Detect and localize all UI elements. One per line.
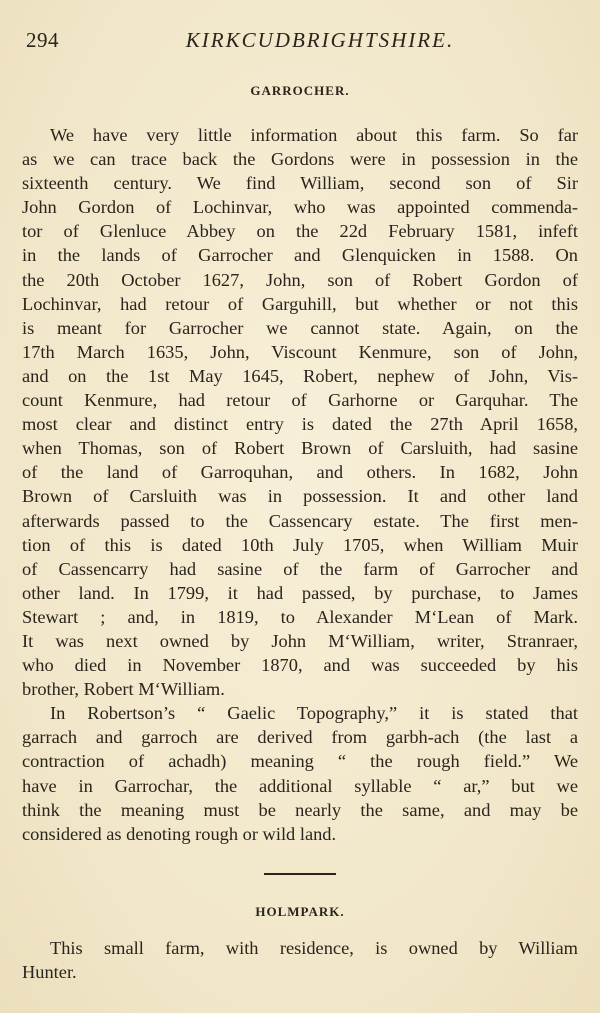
text-line: who died in November 1870, and was succeeded by his	[22, 655, 578, 676]
text-line: sixteenth century. We find William, second son of Sir	[22, 173, 578, 194]
text-line: other land. In 1799, it had passed, by purchase, to James	[22, 582, 578, 603]
text-line: We have very little information about this farm. So far	[50, 125, 578, 145]
text-line: garrach and garroch are derived from garbh-ach (the last a	[22, 727, 578, 748]
text-line: Brown of Carsluith was in possession. It and other land	[22, 486, 578, 507]
text-line: when Thomas, son of Robert Brown of Carsluith, had sasine	[22, 438, 578, 459]
text-line: of Cassencarry had sasine of the farm of Garrocher and	[22, 558, 578, 579]
page-header	[26, 28, 574, 58]
text-line: tor of Glenluce Abbey on the 22d February 1581, infeft	[22, 221, 578, 242]
text-line: have in Garrochar, the additional syllable “ ar,” but we	[22, 775, 578, 796]
text-line: in the lands of Garrocher and Glenquicken in 1588. On	[22, 245, 578, 266]
section-heading-holmpark: HOLMPARK.	[255, 904, 345, 919]
text-line: John Gordon of Lochinvar, who was appointed commenda-	[22, 197, 578, 218]
text-line: tion of this is dated 10th July 1705, when William Muir	[22, 534, 578, 555]
text-line: most clear and distinct entry is dated the 27th April 1658,	[22, 414, 578, 435]
text-line: think the meaning must be nearly the same, and may be	[22, 799, 578, 820]
section-body-garrocher	[22, 123, 578, 846]
text-line: of the land of Garroquhan, and others. In 1682, John	[22, 462, 578, 483]
text-line: considered as denoting rough or wild land.	[22, 823, 337, 844]
text-line: Stewart ; and, in 1819, to Alexander M‘Lean of Mark.	[22, 606, 578, 627]
text-line: count Kenmure, had retour of Garhorne or Garquhar. The	[22, 390, 578, 411]
text-line: the 20th October 1627, John, son of Robert Gordon of	[22, 269, 578, 290]
text-line: afterwards passed to the Cassencary estate. The first men-	[22, 510, 578, 531]
section-body-holmpark	[22, 936, 578, 984]
text-line: is meant for Garrocher we cannot state. Again, on the	[22, 317, 578, 338]
text-line: In Robertson’s “ Gaelic Topography,” it is stated that	[50, 703, 578, 724]
text-line: This small farm, with residence, is owned by William	[50, 938, 578, 958]
text-line: contraction of achadh) meaning “ the rough field.” We	[22, 751, 578, 772]
running-title: KIRKCUDBRIGHTSHIRE.	[185, 28, 455, 52]
page-number: 294	[26, 28, 59, 52]
text-line: as we can trace back the Gordons were in possession in the	[22, 149, 578, 170]
text-line: Hunter.	[22, 962, 77, 983]
text-line: and on the 1st May 1645, Robert, nephew of John, Vis-	[22, 365, 578, 386]
text-line: 17th March 1635, John, Viscount Kenmure, son of John,	[22, 341, 578, 362]
text-line: It was next owned by John M‘William, writer, Stranraer,	[22, 630, 578, 651]
text-line: brother, Robert M‘William.	[22, 679, 225, 700]
section-heading-garrocher: GARROCHER.	[250, 83, 350, 98]
section-divider	[264, 873, 336, 875]
text-line: Lochinvar, had retour of Garguhill, but whether or not this	[22, 293, 578, 314]
